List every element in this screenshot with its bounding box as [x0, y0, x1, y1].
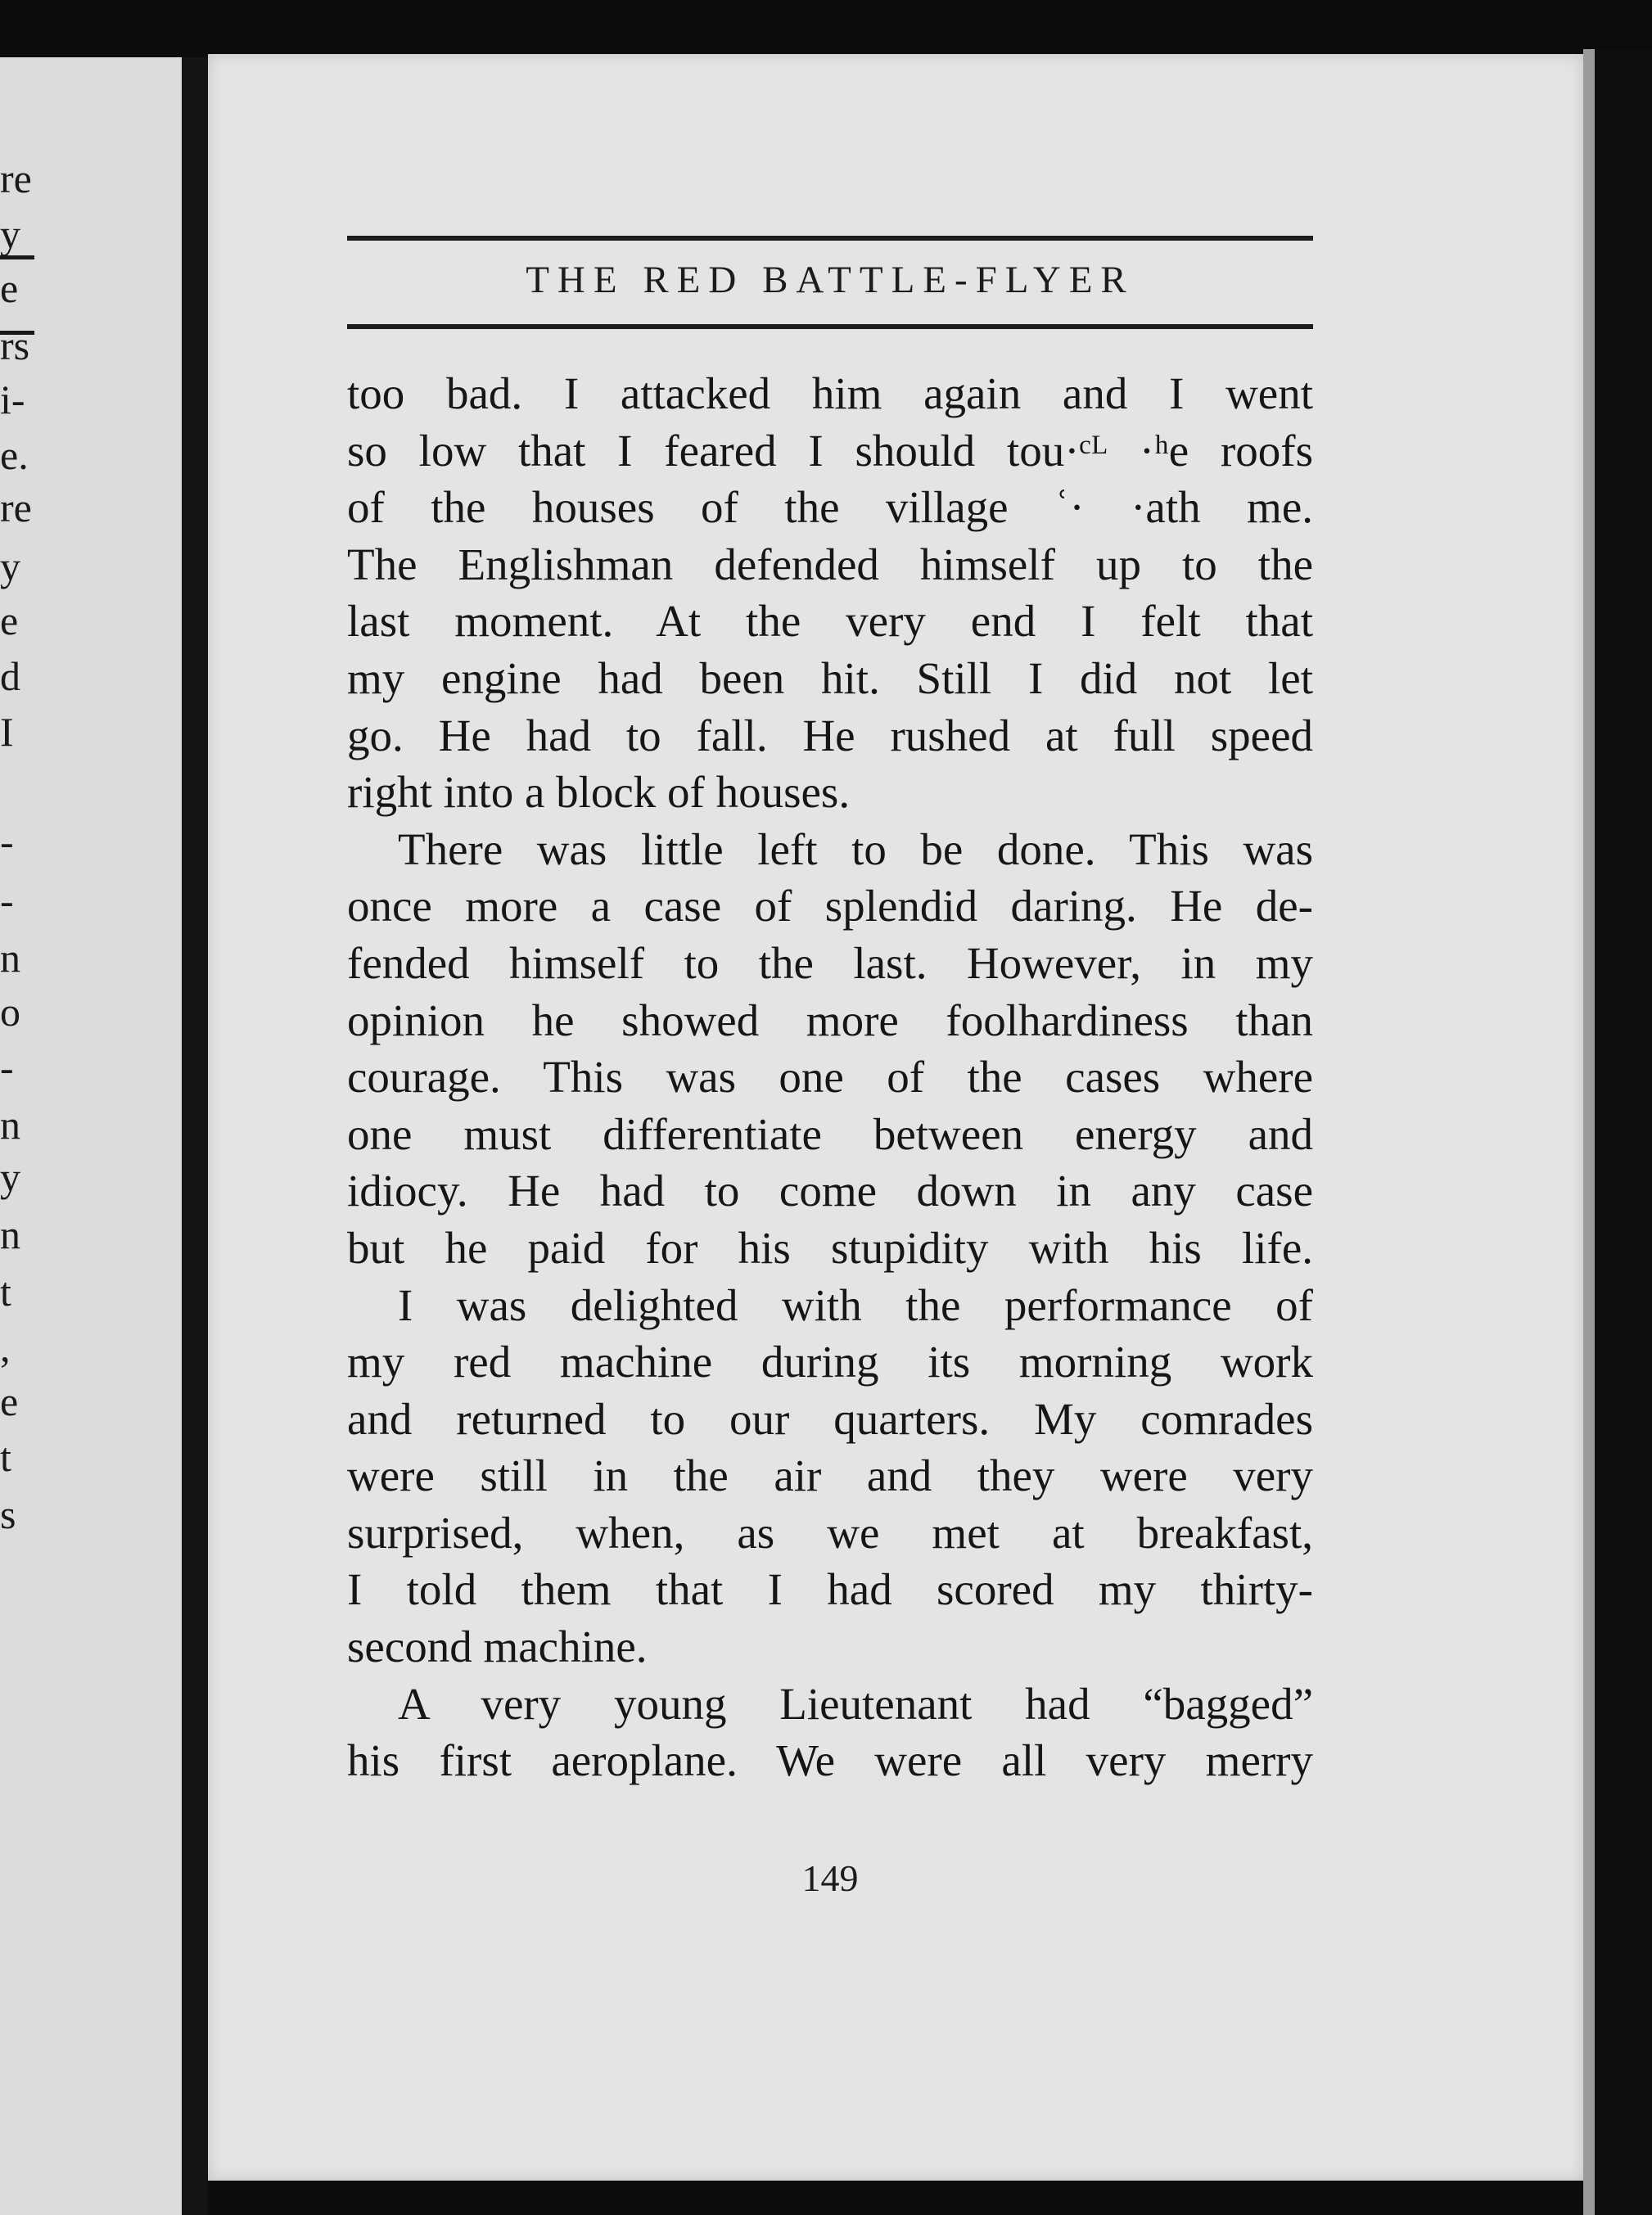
previous-page-text-fragment: , [0, 1324, 11, 1370]
header-rule-top [347, 236, 1313, 241]
book-page [208, 54, 1583, 2181]
text-line: second machine. [347, 1622, 648, 1672]
previous-page-text-fragment: t [0, 1269, 11, 1315]
text-line: were still in the air and they were very [347, 1450, 1313, 1501]
text-line: my red machine during its morning work [347, 1337, 1313, 1387]
text-line: my engine had been hit. Still I did not let [347, 652, 1313, 703]
previous-page-text-fragment: e [0, 265, 19, 311]
page-number: 149 [801, 1857, 859, 1899]
text-line: courage. This was one of the cases where [347, 1052, 1313, 1103]
previous-page-text-fragment: - [0, 1044, 14, 1090]
previous-page-text-fragment: - [0, 819, 14, 864]
previous-page-text-fragment: s [0, 1491, 16, 1537]
page-edge [1583, 49, 1595, 2215]
text-line: so low that I feared I should tou·ᶜᴸ ·ʰe roofs [347, 425, 1313, 476]
text-line: once more a case of splendid daring. He de- [347, 881, 1313, 932]
previous-page-text-fragment: n [0, 1102, 20, 1148]
previous-page-text-fragment: - [0, 877, 14, 923]
previous-page-text-fragment: i- [0, 377, 25, 422]
text-line: idiocy. He had to come down in any case [347, 1166, 1313, 1216]
previous-page-text-fragment: t [0, 1434, 11, 1480]
page-gutter [182, 57, 208, 2215]
header-rule-bottom [347, 324, 1313, 329]
previous-page-text-fragment: e. [0, 432, 29, 478]
previous-page-text-fragment: n [0, 1211, 20, 1257]
previous-page [0, 57, 182, 2215]
text-line: A very young Lieutenant had “bagged” [398, 1678, 1313, 1729]
text-line: I told them that I had scored my thirty- [347, 1564, 1313, 1615]
text-line: fended himself to the last. However, in my [347, 937, 1313, 988]
previous-page-text-fragment: e [0, 598, 19, 643]
text-line: surprised, when, as we met at breakfast, [347, 1507, 1313, 1558]
previous-page-text-fragment: rs [0, 323, 30, 368]
previous-page-text-fragment: re [0, 156, 32, 201]
previous-page-text-fragment: y [0, 1154, 20, 1200]
running-head: THE RED BATTLE-FLYER [526, 259, 1135, 301]
text-line: go. He had to fall. He rushed at full speed [347, 710, 1313, 760]
text-line: opinion he showed more foolhardiness than [347, 995, 1313, 1045]
previous-page-text-fragment: y [0, 544, 20, 589]
text-line: The Englishman defended himself up to the [347, 539, 1313, 589]
previous-page-text-fragment: re [0, 485, 32, 530]
body-text [347, 365, 1313, 1789]
text-line: and returned to our quarters. My comrades [347, 1393, 1313, 1444]
text-line: one must differentiate between energy and [347, 1108, 1313, 1159]
text-line: of the houses of the village ʿ· ·ath me. [347, 482, 1313, 533]
previous-page-text-fragment: I [0, 709, 14, 755]
text-line: There was little left to be done. This was [398, 823, 1313, 874]
text-line: too bad. I attacked him again and I went [347, 368, 1313, 418]
previous-page-text-fragment: d [0, 653, 20, 699]
text-line: last moment. At the very end I felt that [347, 596, 1313, 647]
text-line: right into a block of houses. [347, 767, 851, 818]
text-line: but he paid for his stupidity with his life. [347, 1222, 1313, 1273]
scan-border [1595, 49, 1652, 2215]
previous-page-text-fragment: y [0, 211, 20, 257]
previous-page-text-fragment: o [0, 989, 20, 1035]
text-line: I was delighted with the performance of [398, 1279, 1313, 1330]
previous-page-text-fragment: n [0, 935, 20, 981]
text-line: his first aeroplane. We were all very merry [347, 1735, 1313, 1786]
previous-page-text-fragment: e [0, 1378, 19, 1424]
